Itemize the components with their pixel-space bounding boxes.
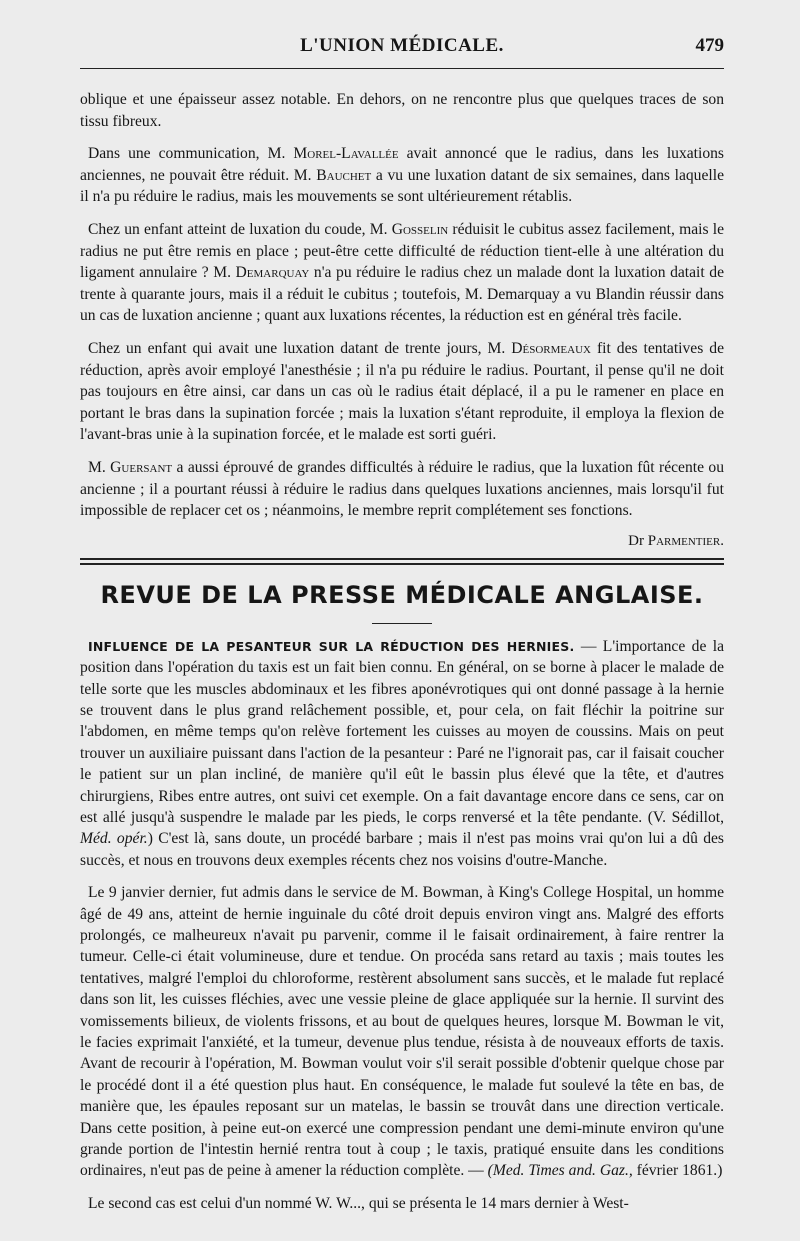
paragraph-continuation: oblique et une épaisseur assez notable. En dehors, on ne rencontre plus que quelques traces de son tissu fibreux.: [80, 91, 724, 130]
author-name: Gosselin: [391, 220, 449, 238]
author-name: Demarquay: [235, 264, 310, 282]
author-name: Bauchet: [316, 166, 372, 184]
running-head: [80, 0, 724, 62]
section-body: [80, 636, 724, 1215]
citation: Méd. opér.: [80, 830, 148, 848]
page-number: 479: [695, 35, 724, 56]
paragraph-guersant: M. Guersant a aussi éprouvé de grandes difficultés à réduire le radius, que la luxation fût récente ou ancienne ; il a pourtant réussi à réduire le radius dans quelques luxations anciennes, mais lorsqu'il fut impossible de replacer cet os ; néanmoins, le membre reprit complétement ses fonctions.: [80, 458, 724, 520]
paragraph-influence: INFLUENCE DE LA PESANTEUR SUR LA RÉDUCTION DES HERNIES. — L'importance de la position dans l'opération du taxis est un fait bien connu. En général, on se borne à placer le malade de telle sorte que les muscles abdominaux et les fibres aponévrotiques qui ont donné passage à la hernie se trouvent dans le plus grand relâchement possible, et, pour cela, on fait fléchir la poitrine sur l'abdomen, en même temps qu'on relève fortement les cuisses au moyen de coussins. Mais on peut trouver un auxiliaire puissant dans l'action de la pesanteur : Paré ne l'ignorait pas, car il faisait coucher le patient sur un plan incliné, de manière qu'il eût le bassin plus élevé que la tête, et d'autres chirurgiens, Ribes entre autres, ont suivi cet exemple. On a fait davantage encore dans ce sens, car on est allé jusqu'à suspendre le malade par les pieds, le corps renversé et la tête pendante. (V. Sédillot, Méd. opér.) C'est là, sans doute, un procédé barbare ; mais il n'est pas moins vrai qu'on lui a dû des succès, et nous en trouvons deux exemples récents chez nos voisins d'outre-Manche.: [80, 637, 725, 869]
paragraph-morel-lavallee: Dans une communication, M. Morel-Lavallée avait annoncé que le radius, dans les luxations anciennes, ne pouvait être réduit. M. Bauchet a vu une luxation datant de six semaines, dans laquelle il n'a pu réduire le radius, mais les mouvements se sont ultérieurement rétablis.: [80, 145, 724, 206]
author-name: Désormeaux: [511, 339, 591, 357]
paragraph-case-two: Le second cas est celui d'un nommé W. W..., qui se présenta le 14 mars dernier à West-: [88, 1194, 629, 1212]
section-divider: [80, 558, 724, 565]
rubric-heading: INFLUENCE DE LA PESANTEUR SUR LA RÉDUCTION DES HERNIES.: [88, 638, 575, 654]
citation: (Med. Times and. Gaz.,: [487, 1162, 633, 1180]
author-name: Morel-Lavallée: [293, 145, 399, 163]
author-name: Guersant: [110, 458, 173, 476]
section-title: REVUE DE LA PRESSE MÉDICALE ANGLAISE.: [100, 580, 704, 609]
title-rule: [372, 623, 432, 624]
paragraph-gosselin: Chez un enfant atteint de luxation du coude, M. Gosselin réduisit le cubitus assez facilement, mais le radius ne put être remis en place ; peut-être cette difficulté de réduction tient-elle à une altération du ligament annulaire ? M. Demarquay n'a pu réduire le radius chez un malade dont la luxation datait de trente à quarante jours, mais il a réduit le cubitus ; toutefois, M. Demarquay a vu Blandin réussir dans un cas de luxation ancienne ; quant aux luxations récentes, la réduction est en général très facile.: [80, 220, 725, 325]
running-title: L'UNION MÉDICALE.: [300, 35, 504, 56]
paragraph-desormeaux: Chez un enfant qui avait une luxation datant de trente jours, M. Désormeaux fit des tentatives de réduction, après avoir employé l'anesthésie ; il n'a pu réduire le radius. Pourtant, il pense qu'il ne doit pas toujours en être ainsi, car dans un cas où le radius était déplacé, il a pu le ramener en place en portant le bras dans la supination forcée ; mais la luxation s'étant reproduite, il employa la flexion de l'avant-bras unie à la supination forcée, et le malade est sorti guéri.: [80, 339, 724, 444]
signature: Dr Parmentier.: [628, 532, 724, 549]
paragraph-case-one: Le 9 janvier dernier, fut admis dans le service de M. Bowman, à King's College Hospital, un homme âgé de 49 ans, atteint de hernie inguinale du côté droit depuis environ vingt ans. Malgré des efforts prolongés, ce malheureux n'avait pu parvenir, comme il le faisait ordinairement, à faire rentrer la tumeur. Celle-ci était volumineuse, dure et tendue. On procéda sans retard au taxis ; mais toutes les tentatives, malgré l'emploi du chloroforme, restèrent absolument sans succès, et le malade fut replacé dans son lit, les cuisses fléchies, avec une vessie pleine de glace appliquée sur la hernie. Il survint des vomissements bilieux, de violents frissons, et au bout de quelques heures, lorsque M. Bowman le vit, le facies exprimait l'anxiété, et la tumeur, devenue plus tendue, résista à de nouveaux efforts de taxis. Avant de recourir à l'opération, M. Bowman voulut voir s'il serait possible d'obtenir quelque chose par le procédé dont il a été question plus haut. En conséquence, le malade fut soulevé la tête en bas, de manière que, les épaules reposant sur un matelas, le bassin se trouvât dans une direction verticale. Dans cette position, à peine eut-on exercé une compression pendant une demi-minute environ qu'une grande portion de l'intestin hernié rentra tout à coup ; le taxis, pratiqué ensuite dans les conditions ordinaires, n'eut pas de peine à amener la réduction complète. — (Med. Times and. Gaz., février 1861.): [80, 884, 724, 1180]
